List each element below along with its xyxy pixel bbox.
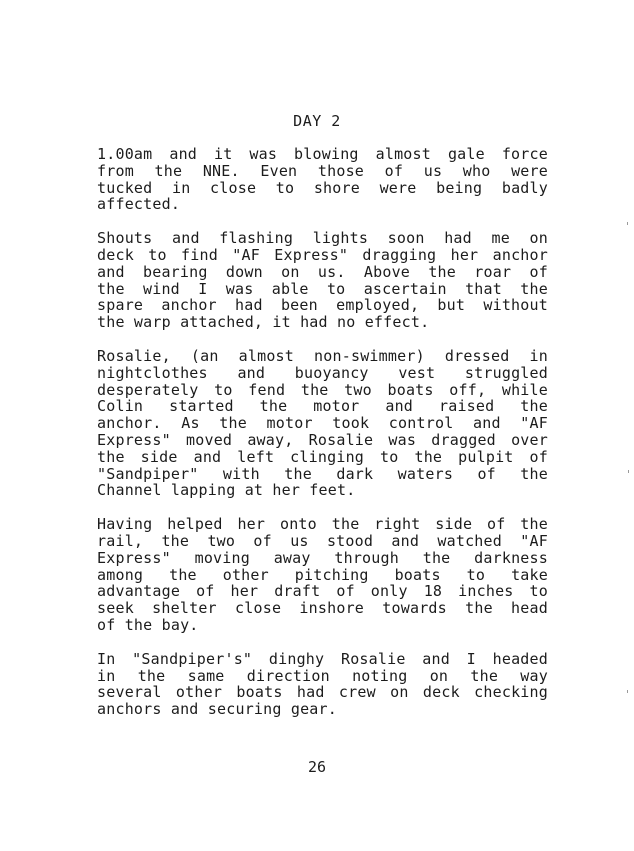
text-line: among the other pitching boats to take xyxy=(97,565,548,584)
text-line: spare anchor had been employed, but without xyxy=(97,296,548,315)
text-line: desperately to fend the two boats off, while xyxy=(97,380,548,399)
text-line: Rosalie, (an almost non-swimmer) dressed in xyxy=(97,346,548,365)
text-line: deck to find "AF Express" dragging her anchor xyxy=(97,245,548,264)
paragraph-2 xyxy=(97,230,548,331)
text-line: Colin started the motor and raised the xyxy=(97,397,548,416)
text-line: tucked in close to shore were being badly xyxy=(97,178,548,197)
page-number: 26 xyxy=(307,758,327,776)
scan-speck xyxy=(627,690,628,693)
text-line: "Sandpiper" with the dark waters of the xyxy=(97,464,548,483)
text-line: the warp attached, it had no effect. xyxy=(97,313,430,332)
scan-speck xyxy=(628,470,629,473)
text-line: affected. xyxy=(97,195,181,214)
text-line: rail, the two of us stood and watched "AF xyxy=(97,531,548,550)
text-line: Channel lapping at her feet. xyxy=(97,481,356,500)
text-line: of the bay. xyxy=(97,615,199,634)
text-line: and bearing down on us. Above the roar of xyxy=(97,262,548,281)
text-line: the side and left clinging to the pulpit of xyxy=(97,447,548,466)
text-line: Having helped her onto the right side of the xyxy=(97,515,548,534)
text-line: Express" moving away through the darkness xyxy=(97,548,548,567)
paragraph-3 xyxy=(97,348,548,499)
text-line: Express" moved away, Rosalie was dragged over xyxy=(97,430,548,449)
paragraph-5 xyxy=(97,651,548,718)
text-line: anchor. As the motor took control and "AF xyxy=(97,414,548,433)
text-line: anchors and securing gear. xyxy=(97,700,337,719)
text-line: In "Sandpiper's" dinghy Rosalie and I headed xyxy=(97,649,548,668)
text-line: advantage of her draft of only 18 inches to xyxy=(97,582,548,601)
text-line: nightclothes and buoyancy vest struggled xyxy=(97,363,548,382)
text-line: the wind I was able to ascertain that the xyxy=(97,279,548,298)
text-line: in the same direction noting on the way xyxy=(97,666,548,685)
text-line: 1.00am and it was blowing almost gale force xyxy=(97,145,548,163)
text-line: from the NNE. Even those of us who were xyxy=(97,161,548,180)
page-heading: DAY 2 xyxy=(293,112,341,130)
body-text xyxy=(97,146,548,735)
paragraph-1 xyxy=(97,146,548,213)
text-line: Shouts and flashing lights soon had me on xyxy=(97,229,548,248)
text-line: seek shelter close inshore towards the head xyxy=(97,599,548,618)
text-line: several other boats had crew on deck checking xyxy=(97,683,548,702)
paragraph-4 xyxy=(97,516,548,634)
scan-speck xyxy=(627,222,628,225)
